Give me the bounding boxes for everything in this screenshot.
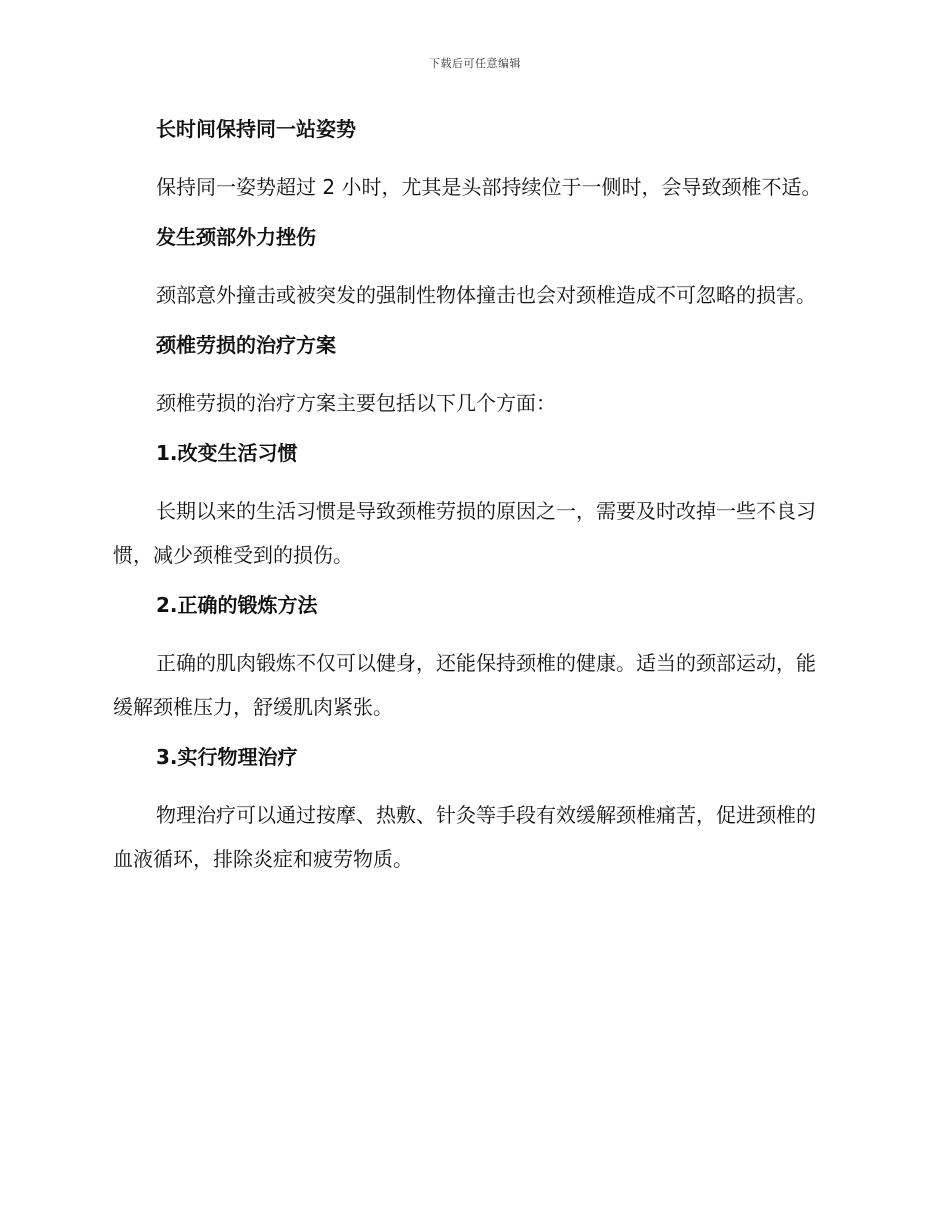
section-paragraph: 颈椎劳损的治疗方案主要包括以下几个方面： xyxy=(156,391,556,415)
header-note: 下载后可任意编辑 xyxy=(429,57,521,70)
section-paragraph: 正确的肌肉锻炼不仅可以健身，还能保持颈椎的健康。适当的颈部运动，能缓解颈椎压力，舒缓肌肉紧张。 xyxy=(113,651,816,719)
section-heading: 2.正确的锻炼方法 xyxy=(156,593,318,617)
section-heading: 发生颈部外力挫伤 xyxy=(156,225,316,249)
section-paragraph: 物理治疗可以通过按摩、热敷、针灸等手段有效缓解颈椎痛苦，促进颈椎的血液循环，排除炎症和疲劳物质。 xyxy=(113,803,816,871)
section-paragraph: 颈部意外撞击或被突发的强制性物体撞击也会对颈椎造成不可忽略的损害。 xyxy=(156,283,816,307)
section-heading: 长时间保持同一站姿势 xyxy=(156,117,356,141)
section-heading: 3.实行物理治疗 xyxy=(156,745,298,769)
section-heading: 1.改变生活习惯 xyxy=(156,441,298,465)
section-heading: 颈椎劳损的治疗方案 xyxy=(156,333,336,357)
section-paragraph: 长期以来的生活习惯是导致颈椎劳损的原因之一，需要及时改掉一些不良习惯，减少颈椎受到的损伤。 xyxy=(113,499,816,567)
document-body xyxy=(113,111,833,891)
section-paragraph: 保持同一姿势超过 2 小时，尤其是头部持续位于一侧时，会导致颈椎不适。 xyxy=(156,175,822,199)
